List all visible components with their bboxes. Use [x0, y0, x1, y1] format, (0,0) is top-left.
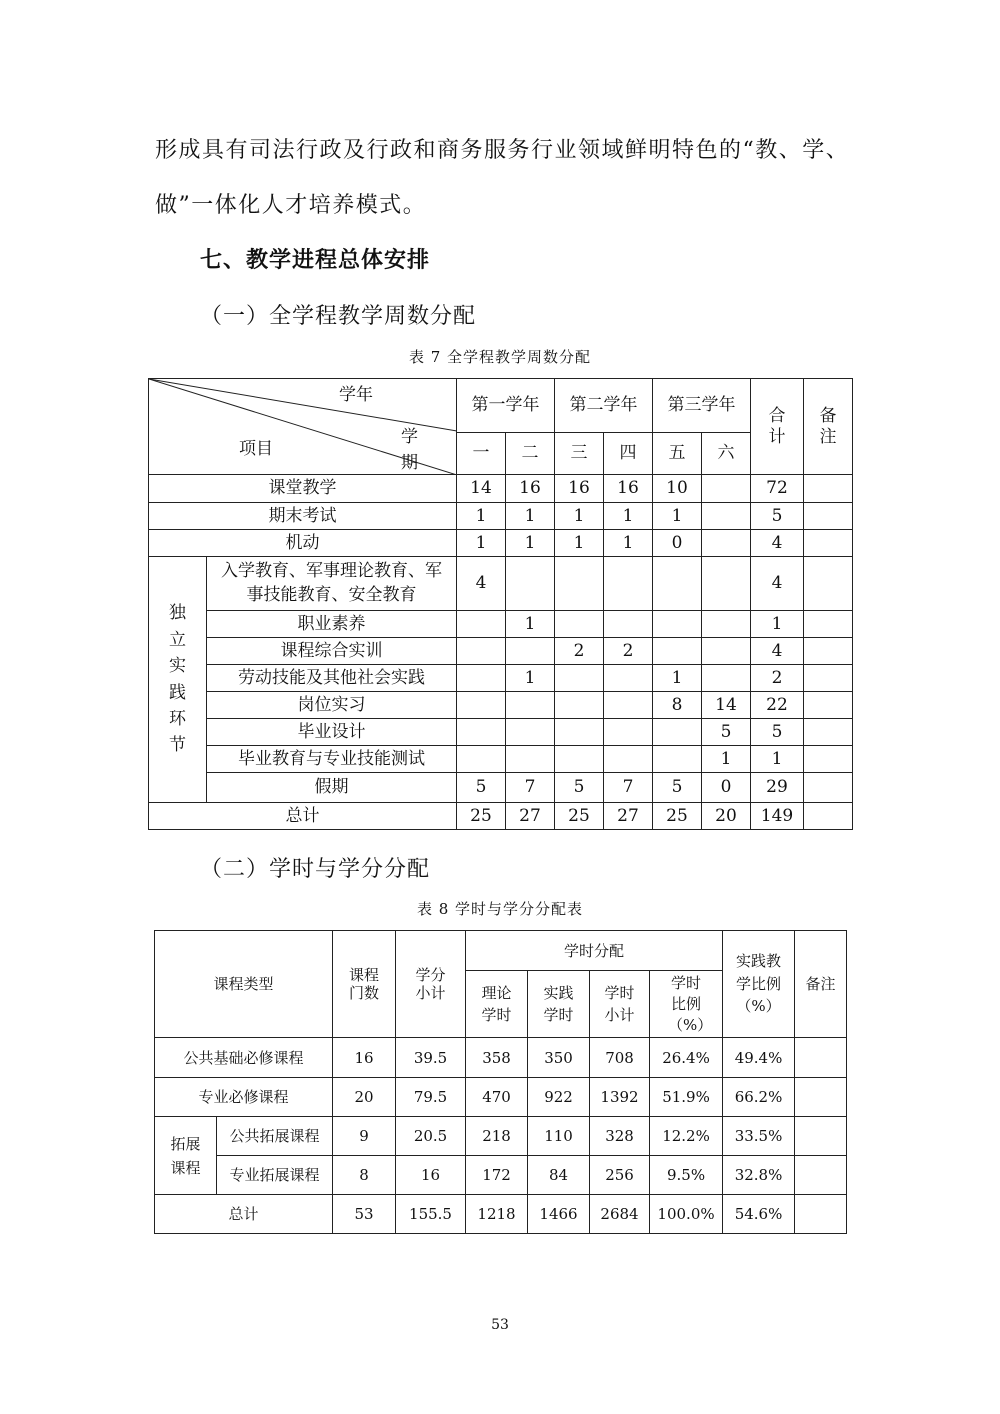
row-remark: [804, 475, 853, 503]
cell: 9: [333, 1117, 396, 1156]
cell: 110: [528, 1117, 590, 1156]
cell: [506, 746, 555, 773]
row-remark: [804, 557, 853, 611]
cell: 5: [653, 773, 702, 803]
item-label: 项目: [239, 439, 273, 459]
cell: 20: [702, 803, 751, 830]
cell: 1: [506, 503, 555, 530]
row-remark: [795, 1117, 847, 1156]
cell: 328: [590, 1117, 650, 1156]
cell: [457, 692, 506, 719]
cell: 84: [528, 1156, 590, 1195]
row-item: 入学教育、军事理论教育、军事技能教育、安全教育: [207, 557, 457, 611]
cell: 0: [702, 773, 751, 803]
row-type: 专业必修课程: [155, 1078, 333, 1117]
cell: 1: [506, 665, 555, 692]
row-total: 72: [751, 475, 804, 503]
cell: 26.4%: [650, 1038, 723, 1078]
cell: 16: [506, 475, 555, 503]
term-3: 三: [555, 433, 604, 475]
credits-header: 学分小计: [396, 931, 466, 1038]
row-item: 总计: [149, 803, 457, 830]
table-row: [149, 530, 853, 557]
row-item: 课程综合实训: [207, 638, 457, 665]
term-2: 二: [506, 433, 555, 475]
row-total: 4: [751, 530, 804, 557]
cell: [555, 692, 604, 719]
row-total: 1: [751, 611, 804, 638]
table-row: [149, 638, 853, 665]
cell: 8: [653, 692, 702, 719]
cell: [555, 611, 604, 638]
cell: [457, 611, 506, 638]
table-row: [149, 719, 853, 746]
row-remark: [804, 530, 853, 557]
remark-header: 备注: [804, 379, 853, 475]
row-remark: [804, 665, 853, 692]
cell: [506, 638, 555, 665]
cell: 5: [555, 773, 604, 803]
cell: 0: [653, 530, 702, 557]
cell: 470: [466, 1078, 528, 1117]
cell: 358: [466, 1038, 528, 1078]
term-4: 四: [604, 433, 653, 475]
row-item: 劳动技能及其他社会实践: [207, 665, 457, 692]
table-row: [149, 692, 853, 719]
cell: [702, 611, 751, 638]
cell: 218: [466, 1117, 528, 1156]
row-total: 5: [751, 503, 804, 530]
table7-caption: 表 7 全学程教学周数分配: [408, 348, 592, 366]
cell: 1: [555, 503, 604, 530]
row-remark: [804, 719, 853, 746]
cell: 25: [555, 803, 604, 830]
table-7: [148, 378, 853, 830]
cell: 1: [604, 503, 653, 530]
group-label: 独立实践环节: [149, 557, 207, 803]
term-5: 五: [653, 433, 702, 475]
cell: 79.5: [396, 1078, 466, 1117]
cell: 33.5%: [723, 1117, 795, 1156]
row-item: 毕业教育与专业技能测试: [207, 746, 457, 773]
practice-ratio-header: 实践教学比例（%）: [723, 931, 795, 1038]
row-total: 5: [751, 719, 804, 746]
cell: 2684: [590, 1195, 650, 1234]
row-item: 岗位实习: [207, 692, 457, 719]
table-row: [155, 1117, 847, 1156]
cell: [604, 665, 653, 692]
table-row: [155, 1156, 847, 1195]
cell: 1: [653, 503, 702, 530]
cell: [457, 746, 506, 773]
cell: [604, 746, 653, 773]
subsection-1-title: （一）全学程教学周数分配: [200, 304, 477, 329]
cell: 20.5: [396, 1117, 466, 1156]
row-item: 假期: [207, 773, 457, 803]
cell: 922: [528, 1078, 590, 1117]
table-row: [155, 1038, 847, 1078]
ratio-header: 学时比例（%）: [650, 971, 723, 1038]
cell: 1392: [590, 1078, 650, 1117]
cell: 2: [604, 638, 653, 665]
cell: 54.6%: [723, 1195, 795, 1234]
row-remark: [804, 638, 853, 665]
cell: [555, 665, 604, 692]
year-3-header: 第三学年: [653, 379, 751, 433]
table-row: [149, 475, 853, 503]
cell: [653, 746, 702, 773]
cell: [506, 557, 555, 611]
cell: 16: [396, 1156, 466, 1195]
cell: 32.8%: [723, 1156, 795, 1195]
cell: 49.4%: [723, 1038, 795, 1078]
cell: [653, 638, 702, 665]
year-1-header: 第一学年: [457, 379, 555, 433]
table-8: [154, 930, 847, 1234]
cell: [506, 719, 555, 746]
cell: 51.9%: [650, 1078, 723, 1117]
cell: 172: [466, 1156, 528, 1195]
section-title: 七、教学进程总体安排: [200, 248, 431, 273]
cell: [702, 665, 751, 692]
row-remark: [804, 746, 853, 773]
practice-header: 实践学时: [528, 971, 590, 1038]
cell: [702, 638, 751, 665]
cell: 1466: [528, 1195, 590, 1234]
cell: [604, 557, 653, 611]
cell: [702, 475, 751, 503]
row-item: 机动: [149, 530, 457, 557]
table8-caption: 表 8 学时与学分分配表: [416, 900, 584, 918]
header-corner-cell: [149, 379, 457, 475]
cell: 1: [702, 746, 751, 773]
table-row: [149, 773, 853, 803]
hours-header: 学时分配: [466, 931, 723, 971]
cell: 7: [604, 773, 653, 803]
cell: [457, 665, 506, 692]
cell: 350: [528, 1038, 590, 1078]
row-item: 课堂教学: [149, 475, 457, 503]
row-remark: [804, 611, 853, 638]
row-type: 专业拓展课程: [217, 1156, 333, 1195]
cell: [457, 719, 506, 746]
subsection-2-title: （二）学时与学分分配: [200, 857, 431, 882]
cell: 25: [653, 803, 702, 830]
cell: 1218: [466, 1195, 528, 1234]
table-row: [149, 665, 853, 692]
row-type: 公共拓展课程: [217, 1117, 333, 1156]
row-remark: [804, 773, 853, 803]
cell: 14: [702, 692, 751, 719]
count-header: 课程门数: [333, 931, 396, 1038]
year-label: 学年: [339, 385, 373, 405]
table-total-row: [155, 1195, 847, 1234]
subtotal-header: 学时小计: [590, 971, 650, 1038]
cell: 155.5: [396, 1195, 466, 1234]
cell: [506, 692, 555, 719]
cell: 27: [604, 803, 653, 830]
row-total: 29: [751, 773, 804, 803]
row-total: 2: [751, 665, 804, 692]
row-remark: [795, 1195, 847, 1234]
row-total: 22: [751, 692, 804, 719]
group-label: 拓展课程: [155, 1117, 217, 1195]
cell: 1: [555, 530, 604, 557]
row-remark: [795, 1156, 847, 1195]
theory-header: 理论学时: [466, 971, 528, 1038]
total-header: 合计: [751, 379, 804, 475]
cell: 25: [457, 803, 506, 830]
row-total: 149: [751, 803, 804, 830]
term-1: 一: [457, 433, 506, 475]
cell: [555, 746, 604, 773]
cell: [702, 530, 751, 557]
cell: 1: [653, 665, 702, 692]
remark-header: 备注: [795, 931, 847, 1038]
row-total: 4: [751, 638, 804, 665]
type-header: 课程类型: [155, 931, 333, 1038]
term-label-1: 学: [401, 427, 418, 447]
cell: 12.2%: [650, 1117, 723, 1156]
table-row: [155, 1078, 847, 1117]
table-total-row: [149, 803, 853, 830]
row-item: 期末考试: [149, 503, 457, 530]
cell: 39.5: [396, 1038, 466, 1078]
cell: 256: [590, 1156, 650, 1195]
row-item: 毕业设计: [207, 719, 457, 746]
table-row: [149, 503, 853, 530]
row-total: 4: [751, 557, 804, 611]
intro-line-1: 形成具有司法行政及行政和商务服务行业领域鲜明特色的“教、学、: [155, 138, 850, 163]
cell: 1: [506, 530, 555, 557]
cell: [653, 557, 702, 611]
row-type: 公共基础必修课程: [155, 1038, 333, 1078]
row-type: 总计: [155, 1195, 333, 1234]
row-remark: [795, 1038, 847, 1078]
row-total: 1: [751, 746, 804, 773]
table-row: [149, 746, 853, 773]
cell: 7: [506, 773, 555, 803]
cell: 1: [506, 611, 555, 638]
cell: 2: [555, 638, 604, 665]
cell: 27: [506, 803, 555, 830]
cell: 53: [333, 1195, 396, 1234]
cell: [604, 692, 653, 719]
cell: [555, 719, 604, 746]
row-remark: [804, 692, 853, 719]
table-row: [149, 557, 853, 611]
cell: [555, 557, 604, 611]
row-remark: [804, 803, 853, 830]
cell: 708: [590, 1038, 650, 1078]
cell: 16: [604, 475, 653, 503]
cell: [604, 611, 653, 638]
cell: 1: [457, 503, 506, 530]
cell: 5: [457, 773, 506, 803]
cell: [457, 638, 506, 665]
cell: 1: [604, 530, 653, 557]
cell: 100.0%: [650, 1195, 723, 1234]
year-2-header: 第二学年: [555, 379, 653, 433]
cell: 16: [555, 475, 604, 503]
term-label-2: 期: [401, 453, 418, 473]
cell: 16: [333, 1038, 396, 1078]
cell: [702, 557, 751, 611]
cell: 14: [457, 475, 506, 503]
cell: 8: [333, 1156, 396, 1195]
page-number: 53: [491, 1317, 509, 1333]
cell: 20: [333, 1078, 396, 1117]
row-remark: [795, 1078, 847, 1117]
term-6: 六: [702, 433, 751, 475]
table-row: [149, 611, 853, 638]
cell: [604, 719, 653, 746]
cell: [653, 719, 702, 746]
cell: [653, 611, 702, 638]
cell: 1: [457, 530, 506, 557]
row-remark: [804, 503, 853, 530]
cell: 10: [653, 475, 702, 503]
row-item: 职业素养: [207, 611, 457, 638]
cell: 9.5%: [650, 1156, 723, 1195]
intro-line-2: 做”一体化人才培养模式。: [155, 193, 427, 218]
cell: [702, 503, 751, 530]
cell: 5: [702, 719, 751, 746]
cell: 66.2%: [723, 1078, 795, 1117]
cell: 4: [457, 557, 506, 611]
